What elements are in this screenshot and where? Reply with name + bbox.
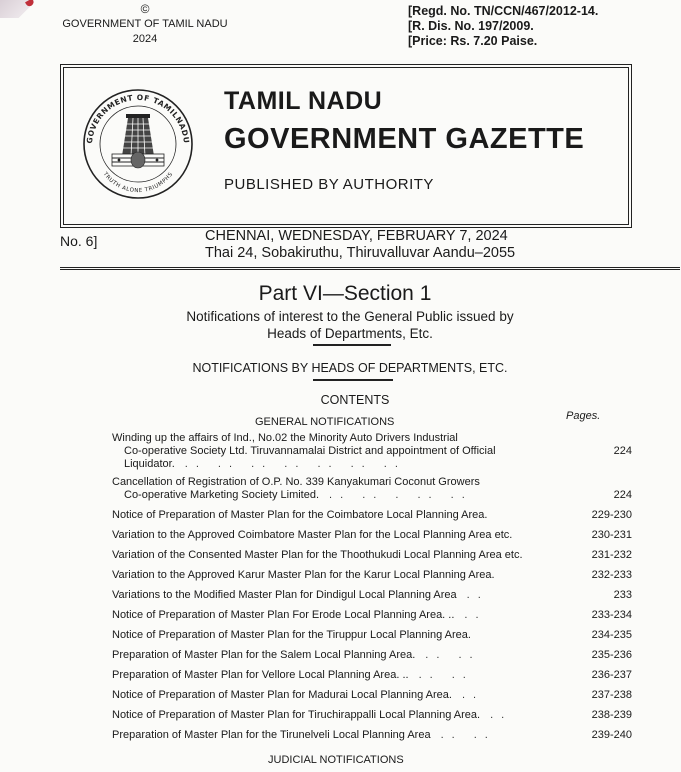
- toc-entry-pages: 234-235: [591, 629, 632, 641]
- toc-entry[interactable]: [112, 669, 632, 682]
- toc-entry-pages: 230-231: [591, 529, 632, 541]
- toc-entry[interactable]: [112, 569, 632, 582]
- toc-entry-title: [112, 649, 564, 662]
- dateline: [205, 228, 515, 262]
- toc-leader-dots: .. .. .. .. .. .. ..: [184, 458, 406, 470]
- emblem-bottom-text: TRUTH ALONE TRIUMPHS: [101, 171, 175, 195]
- toc-entry-line: [112, 445, 564, 458]
- toc-entry[interactable]: [112, 649, 632, 662]
- toc-entry-text: Variation of the Consented Master Plan for the Thoothukudi Local Planning Area etc.: [112, 549, 523, 561]
- toc-entry-line: [112, 669, 564, 682]
- price: [Price: Rs. 7.20 Paise.: [408, 34, 538, 48]
- copyright-year: 2024: [132, 33, 158, 45]
- toc-entry-title: [112, 589, 564, 602]
- toc-entry-line: [112, 529, 564, 542]
- toc-entry-title: [112, 432, 564, 471]
- toc-entry-line: [112, 509, 564, 522]
- toc-entry-line: [112, 589, 564, 602]
- double-rule-divider: [60, 267, 680, 270]
- toc-entry[interactable]: [112, 729, 632, 742]
- toc-entry-text: Notice of Preparation of Master Plan for the Coimbatore Local Planning Area.: [112, 509, 488, 521]
- toc-entry-text: Co-operative Society Ltd. Tiruvannamalai District and appointment of Official: [124, 445, 496, 457]
- general-notifications-heading: GENERAL NOTIFICATIONS: [255, 416, 395, 428]
- toc-entry-pages: 239-240: [591, 729, 632, 741]
- toc-leader-dots: ..: [461, 689, 485, 701]
- toc-entry-pages: 237-238: [591, 689, 632, 701]
- toc-entry-pages: 233: [613, 589, 632, 601]
- toc-entry-text: Preparation of Master Plan for the Salem Local Planning Area.: [112, 649, 416, 661]
- toc-entry-title: [112, 509, 564, 522]
- toc-entry-line: [112, 489, 564, 502]
- toc-entry-pages: 233-234: [591, 609, 632, 621]
- toc-entry[interactable]: [112, 529, 632, 542]
- emblem-top-text: GOVERNMENT OF TAMILNADU: [84, 92, 192, 145]
- toc-leader-dots: .. ..: [418, 669, 474, 681]
- toc-entry[interactable]: [112, 629, 632, 642]
- toc-entry-line: [112, 609, 564, 622]
- toc-entry-text: Notice of Preparation of Master Plan For Erode Local Planning Area. ..: [112, 609, 455, 621]
- toc-entry[interactable]: [112, 609, 632, 622]
- toc-entry-title: [112, 569, 564, 582]
- toc-entry-title: [112, 629, 564, 642]
- toc-entry-title: [112, 476, 564, 502]
- date-line: CHENNAI, WEDNESDAY, FEBRUARY 7, 2024: [205, 228, 508, 244]
- toc-entry-pages: 229-230: [591, 509, 632, 521]
- toc-leader-dots: ..: [490, 709, 513, 721]
- toc-entry-line: [112, 569, 564, 582]
- toc-entry-text: Cancellation of Registration of O.P. No. 339 Kanyakumari Coconut Growers: [112, 476, 480, 488]
- toc-entry-line: [112, 432, 564, 445]
- gazette-title-line2: GOVERNMENT GAZETTE: [224, 123, 585, 155]
- toc-entry-text: Preparation of Master Plan for Vellore Local Planning Area. ..: [112, 669, 409, 681]
- toc-entry-line: [112, 629, 564, 642]
- toc-entry-line: [112, 549, 564, 562]
- toc-entry[interactable]: [112, 432, 632, 471]
- copyright-symbol: ©: [140, 2, 150, 16]
- toc-entry-text: Winding up the affairs of Ind., No.02 the Minority Auto Drivers Industrial: [112, 432, 458, 444]
- toc-leader-dots: .. .. . .. ..: [329, 489, 473, 501]
- notifications-by-heading: NOTIFICATIONS BY HEADS OF DEPARTMENTS, ETC.: [192, 361, 508, 375]
- subtitle-line2: Heads of Departments, Etc.: [267, 326, 433, 341]
- toc-leader-dots: .. ..: [425, 649, 481, 661]
- copyright-holder: GOVERNMENT OF TAMIL NADU: [62, 18, 228, 30]
- tamil-nadu-emblem-icon: [82, 88, 194, 200]
- toc-entry-line: [112, 458, 564, 471]
- underline-divider: [313, 344, 391, 346]
- subtitle-line1: Notifications of interest to the General Public issued by: [186, 309, 514, 324]
- toc-entry-line: [112, 709, 564, 722]
- toc-entry-text: Co-operative Marketing Society Limited.: [124, 489, 320, 501]
- toc-entry[interactable]: [112, 509, 632, 522]
- toc-entry-text: Notice of Preparation of Master Plan for Tiruchirappalli Local Planning Area.: [112, 709, 481, 721]
- toc-entry-text: Variation to the Approved Karur Master Plan for the Karur Local Planning Area.: [112, 569, 495, 581]
- toc-entry-text: Notice of Preparation of Master Plan for the Tiruppur Local Planning Area.: [112, 629, 471, 641]
- toc-entry-pages: 232-233: [591, 569, 632, 581]
- toc-entry-line: [112, 476, 564, 489]
- toc-entry-line: [112, 729, 564, 742]
- toc-entry-text: Preparation of Master Plan for the Tirunelveli Local Planning Area: [112, 729, 431, 741]
- part-title: Part VI—Section 1: [258, 282, 432, 305]
- toc-leader-dots: ..: [466, 589, 489, 601]
- toc-entry-line: [112, 689, 564, 702]
- toc-entry-title: [112, 609, 564, 622]
- toc-entry-title: [112, 729, 564, 742]
- toc-entry-pages: 224: [613, 489, 632, 501]
- toc-entry-text: Variations to the Modified Master Plan for Dindigul Local Planning Area: [112, 589, 457, 601]
- issue-number: No. 6]: [60, 233, 98, 249]
- toc-entry-text: Liquidator.: [124, 458, 175, 470]
- table-of-contents: [112, 432, 632, 742]
- section-subtitle: [110, 308, 590, 342]
- r-dis-number: [R. Dis. No. 197/2009.: [408, 19, 534, 33]
- toc-entry-pages: 231-232: [591, 549, 632, 561]
- toc-entry-title: [112, 689, 564, 702]
- masthead-box: [60, 64, 632, 228]
- toc-entry-title: [112, 709, 564, 722]
- toc-entry-title: [112, 669, 564, 682]
- contents-heading: CONTENTS: [320, 393, 390, 407]
- underline-divider: [313, 379, 393, 381]
- pages-column-header: Pages.: [566, 410, 601, 422]
- toc-entry-title: [112, 529, 564, 542]
- toc-entry-pages: 236-237: [591, 669, 632, 681]
- toc-entry[interactable]: [112, 476, 632, 502]
- toc-entry-text: Notice of Preparation of Master Plan for Madurai Local Planning Area.: [112, 689, 452, 701]
- toc-entry-title: [112, 549, 564, 562]
- toc-entry[interactable]: [112, 689, 632, 702]
- toc-entry-text: Variation to the Approved Coimbatore Master Plan for the Local Planning Area etc.: [112, 529, 513, 541]
- toc-entry-pages: 224: [613, 445, 632, 457]
- toc-leader-dots: .. ..: [440, 729, 496, 741]
- toc-entry-pages: 238-239: [591, 709, 632, 721]
- toc-entry-line: [112, 649, 564, 662]
- toc-leader-dots: ..: [464, 609, 487, 621]
- toc-entry[interactable]: [112, 709, 632, 722]
- published-by-authority: PUBLISHED BY AUTHORITY: [224, 176, 434, 193]
- regd-number: [Regd. No. TN/CCN/467/2012-14.: [408, 4, 599, 18]
- toc-entry-pages: 235-236: [591, 649, 632, 661]
- registration-block: [408, 4, 598, 49]
- copyright-block: [60, 2, 230, 47]
- judicial-notifications-heading: JUDICIAL NOTIFICATIONS: [268, 754, 404, 766]
- gazette-title-line1: TAMIL NADU: [224, 87, 383, 115]
- toc-entry[interactable]: [112, 549, 632, 562]
- toc-entry[interactable]: [112, 589, 632, 602]
- tamil-date-line: Thai 24, Sobakiruthu, Thiruvalluvar Aandu–2055: [205, 245, 516, 261]
